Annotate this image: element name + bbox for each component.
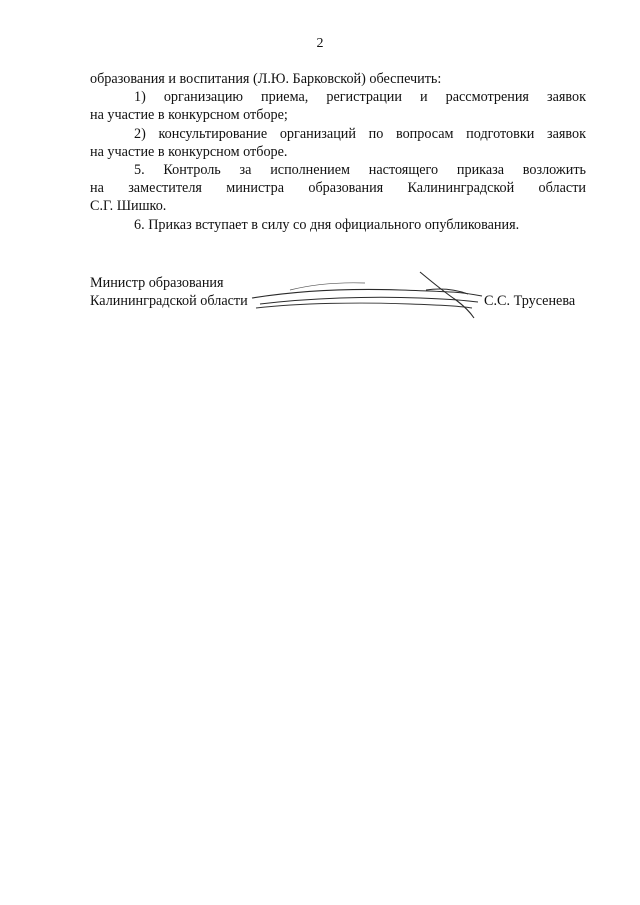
item-6-line-1: 6. Приказ вступает в силу со дня официального опубликования. (134, 216, 520, 233)
item-5-line-1: 5. Контроль за исполнением настоящего приказа возложить (134, 161, 586, 178)
paragraph-line: образования и воспитания (Л.Ю. Барковской) обеспечить: (90, 71, 442, 87)
signatory-title-line-2: Калининградской области (90, 293, 248, 310)
list-item-1-line-2: на участие в конкурсном отборе; (90, 107, 288, 124)
handwritten-signature (250, 268, 490, 320)
item-5-line-2: на заместителя министра образования Калининградской области (90, 180, 586, 197)
list-item-1-line-1: 1) организацию приема, регистрации и рассмотрения заявок (134, 89, 586, 106)
signatory-name: С.С. Трусенева (484, 293, 576, 309)
list-item-2-line-1: 2) консультирование организаций по вопросам подготовки заявок (134, 125, 586, 142)
page-number: 2 (316, 36, 324, 51)
item-5-line-3: С.Г. Шишко. (90, 198, 167, 215)
signatory-title-line-1: Министр образования (90, 275, 224, 291)
document-body (90, 70, 586, 234)
signatory-title (90, 274, 248, 311)
list-item-2-line-2: на участие в конкурсном отборе. (90, 143, 288, 160)
